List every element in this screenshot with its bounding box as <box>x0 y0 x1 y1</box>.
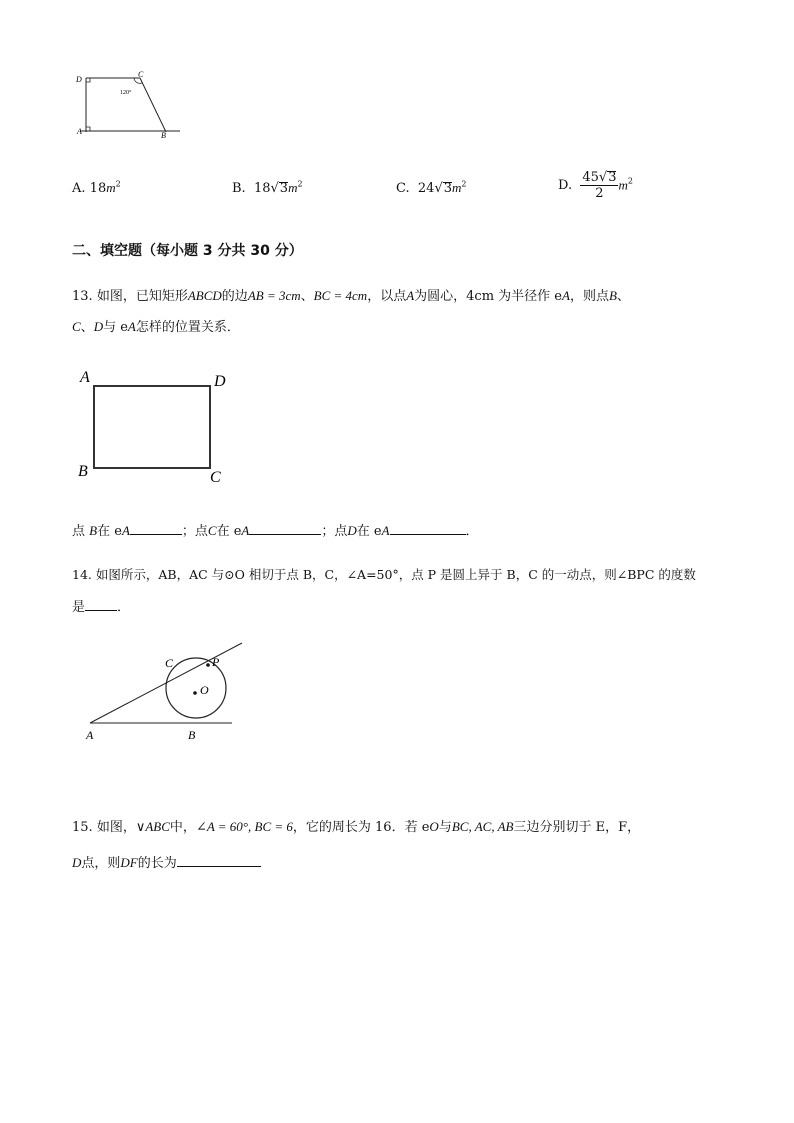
q14-line2 <box>72 596 130 615</box>
q13-ans-text: 点 <box>72 524 86 539</box>
q15-text: ，它的周长为 16．若 e <box>292 820 430 835</box>
fig13-label-b: B <box>78 463 88 480</box>
fig12-label-a: A <box>77 127 82 136</box>
option-d <box>558 170 633 201</box>
q13-text: 的边 <box>221 289 248 304</box>
fig12-angle-label: 120° <box>120 90 132 96</box>
q15-text: 点，则 <box>81 856 121 871</box>
q14-text: 如图所示，AB，AC 与⊙O 相切于点 B，C，∠A=50°，点 P 是圆上异于 B，C 的一动点，则∠BPC 的度数 <box>95 567 696 582</box>
option-c-unit: m <box>452 180 462 195</box>
option-d-root: 3 <box>608 170 617 185</box>
option-d-numer: 45 <box>582 170 599 185</box>
fig14-p-dot <box>206 663 210 667</box>
q13-point-b: B <box>608 288 617 303</box>
q13-blank-d[interactable] <box>390 522 466 535</box>
figure-14-tangent-circle <box>80 638 250 748</box>
q13-text: ，则点 <box>569 289 609 304</box>
option-c <box>396 180 467 196</box>
fig14-label-b: B <box>188 728 196 742</box>
option-a-label: A. <box>72 181 86 196</box>
q13-number: 13. <box>72 289 93 304</box>
q13-ans-circle: A <box>241 523 250 538</box>
option-c-power: 2 <box>461 179 467 189</box>
option-a-unit: m <box>106 180 116 195</box>
q13-rect-name: ABCD <box>187 288 222 303</box>
option-a-power: 2 <box>115 179 121 189</box>
q15-angle-eq: ∠A = 60°, BC = 6 <box>195 819 293 834</box>
fig12-label-c: C <box>138 70 144 79</box>
q13-ans-circle: A <box>381 523 390 538</box>
q15-triangle: ∨ABC <box>135 819 170 834</box>
option-d-denom: 2 <box>595 186 604 201</box>
option-b-root: 3 <box>279 181 289 196</box>
q14-blank[interactable] <box>85 598 117 611</box>
fig14-label-a: A <box>86 728 94 742</box>
q13-ans-text: ；点 <box>321 524 348 539</box>
fig12-label-d: D <box>76 75 82 84</box>
option-b-label: B. <box>232 181 246 196</box>
fig14-center-dot <box>193 691 197 695</box>
q15-sides: BC, AC, AB <box>451 819 514 834</box>
q15-text: 中， <box>169 820 196 835</box>
q15-line2 <box>72 852 261 871</box>
fig13-label-a: A <box>80 369 90 386</box>
q13-point-d: D <box>93 319 104 334</box>
q13-circle: A <box>127 319 136 334</box>
option-d-unit: m <box>618 177 628 193</box>
q13-text: 如图，已知矩形 <box>96 289 188 304</box>
q13-ans-text: 在 e <box>216 524 242 539</box>
q15-seg: DF <box>120 855 138 870</box>
q13-blank-b[interactable] <box>130 522 182 535</box>
q13-ans-text: ． <box>465 524 479 539</box>
q13-ans-text: 在 e <box>356 524 382 539</box>
option-c-radical: √ <box>434 181 443 196</box>
q13-ab-eq: AB = 3cm <box>247 288 301 303</box>
option-a <box>72 180 121 196</box>
q13-answer-line <box>72 520 479 539</box>
option-b-power: 2 <box>297 179 303 189</box>
option-b-radical: √ <box>270 181 279 196</box>
q13-text: 、 <box>300 289 314 304</box>
fig13-label-d: D <box>214 373 226 390</box>
q15-blank[interactable] <box>177 854 261 867</box>
fig14-label-c: C <box>165 656 174 670</box>
q13-ans-point-d: D <box>347 523 357 538</box>
option-d-power: 2 <box>627 176 633 186</box>
q13-text: ，以点 <box>367 289 407 304</box>
q13-text: 为圆心，4cm 为半径作 e <box>414 289 562 304</box>
fig12-label-b: B <box>161 131 166 140</box>
q13-text: 、 <box>616 289 630 304</box>
option-b-coef: 18 <box>253 181 271 196</box>
q15-line1 <box>72 816 640 835</box>
q13-text: 怎样的位置关系． <box>135 320 240 335</box>
q13-ans-text: 在 e <box>97 524 122 539</box>
q13-point-c: C <box>72 319 81 334</box>
q15-point-d: D <box>72 855 82 870</box>
q14-number: 14. <box>72 567 92 582</box>
option-c-root: 3 <box>443 181 453 196</box>
option-d-fraction <box>580 170 618 201</box>
option-a-value: 18 <box>89 181 107 196</box>
q13-line1 <box>72 285 630 304</box>
option-d-label: D. <box>558 178 573 193</box>
q13-circle: A <box>562 288 570 303</box>
q13-blank-c[interactable] <box>249 522 321 535</box>
q13-text: 、 <box>80 320 94 335</box>
q13-ans-text: ；点 <box>181 524 208 539</box>
section-title: 二、填空题（每小题 3 分共 30 分） <box>72 243 303 259</box>
q14-text: 是 <box>72 600 86 615</box>
q13-ans-circle: A <box>121 523 130 538</box>
option-c-coef: 24 <box>417 181 435 196</box>
figure-12-trapezoid <box>72 70 184 142</box>
q15-text: 的长为 <box>137 856 177 871</box>
option-b <box>232 180 303 196</box>
figure-13-rectangle <box>74 364 236 488</box>
fig13-label-c: C <box>210 469 221 486</box>
q13-center: A <box>406 288 415 303</box>
q13-bc-eq: BC = 4cm <box>313 288 368 303</box>
q15-text: 如图， <box>96 820 136 835</box>
q15-text: 与 <box>438 820 452 835</box>
q13-ans-point-b: B <box>89 523 98 538</box>
q13-text: 与 e <box>103 320 128 335</box>
fig14-label-o: O <box>200 683 209 697</box>
q13-line2 <box>72 316 240 335</box>
option-b-unit: m <box>288 180 298 195</box>
q13-ans-point-c: C <box>207 523 217 538</box>
q15-number: 15. <box>72 820 93 835</box>
q15-circle: O <box>429 819 439 834</box>
option-d-radical: √ <box>598 170 608 185</box>
q15-text: 三边分别切于 E，F， <box>513 820 641 835</box>
q14-line1 <box>72 565 696 583</box>
q14-text: ． <box>117 600 131 615</box>
option-c-label: C. <box>396 181 410 196</box>
fig14-label-p: P <box>212 655 220 669</box>
